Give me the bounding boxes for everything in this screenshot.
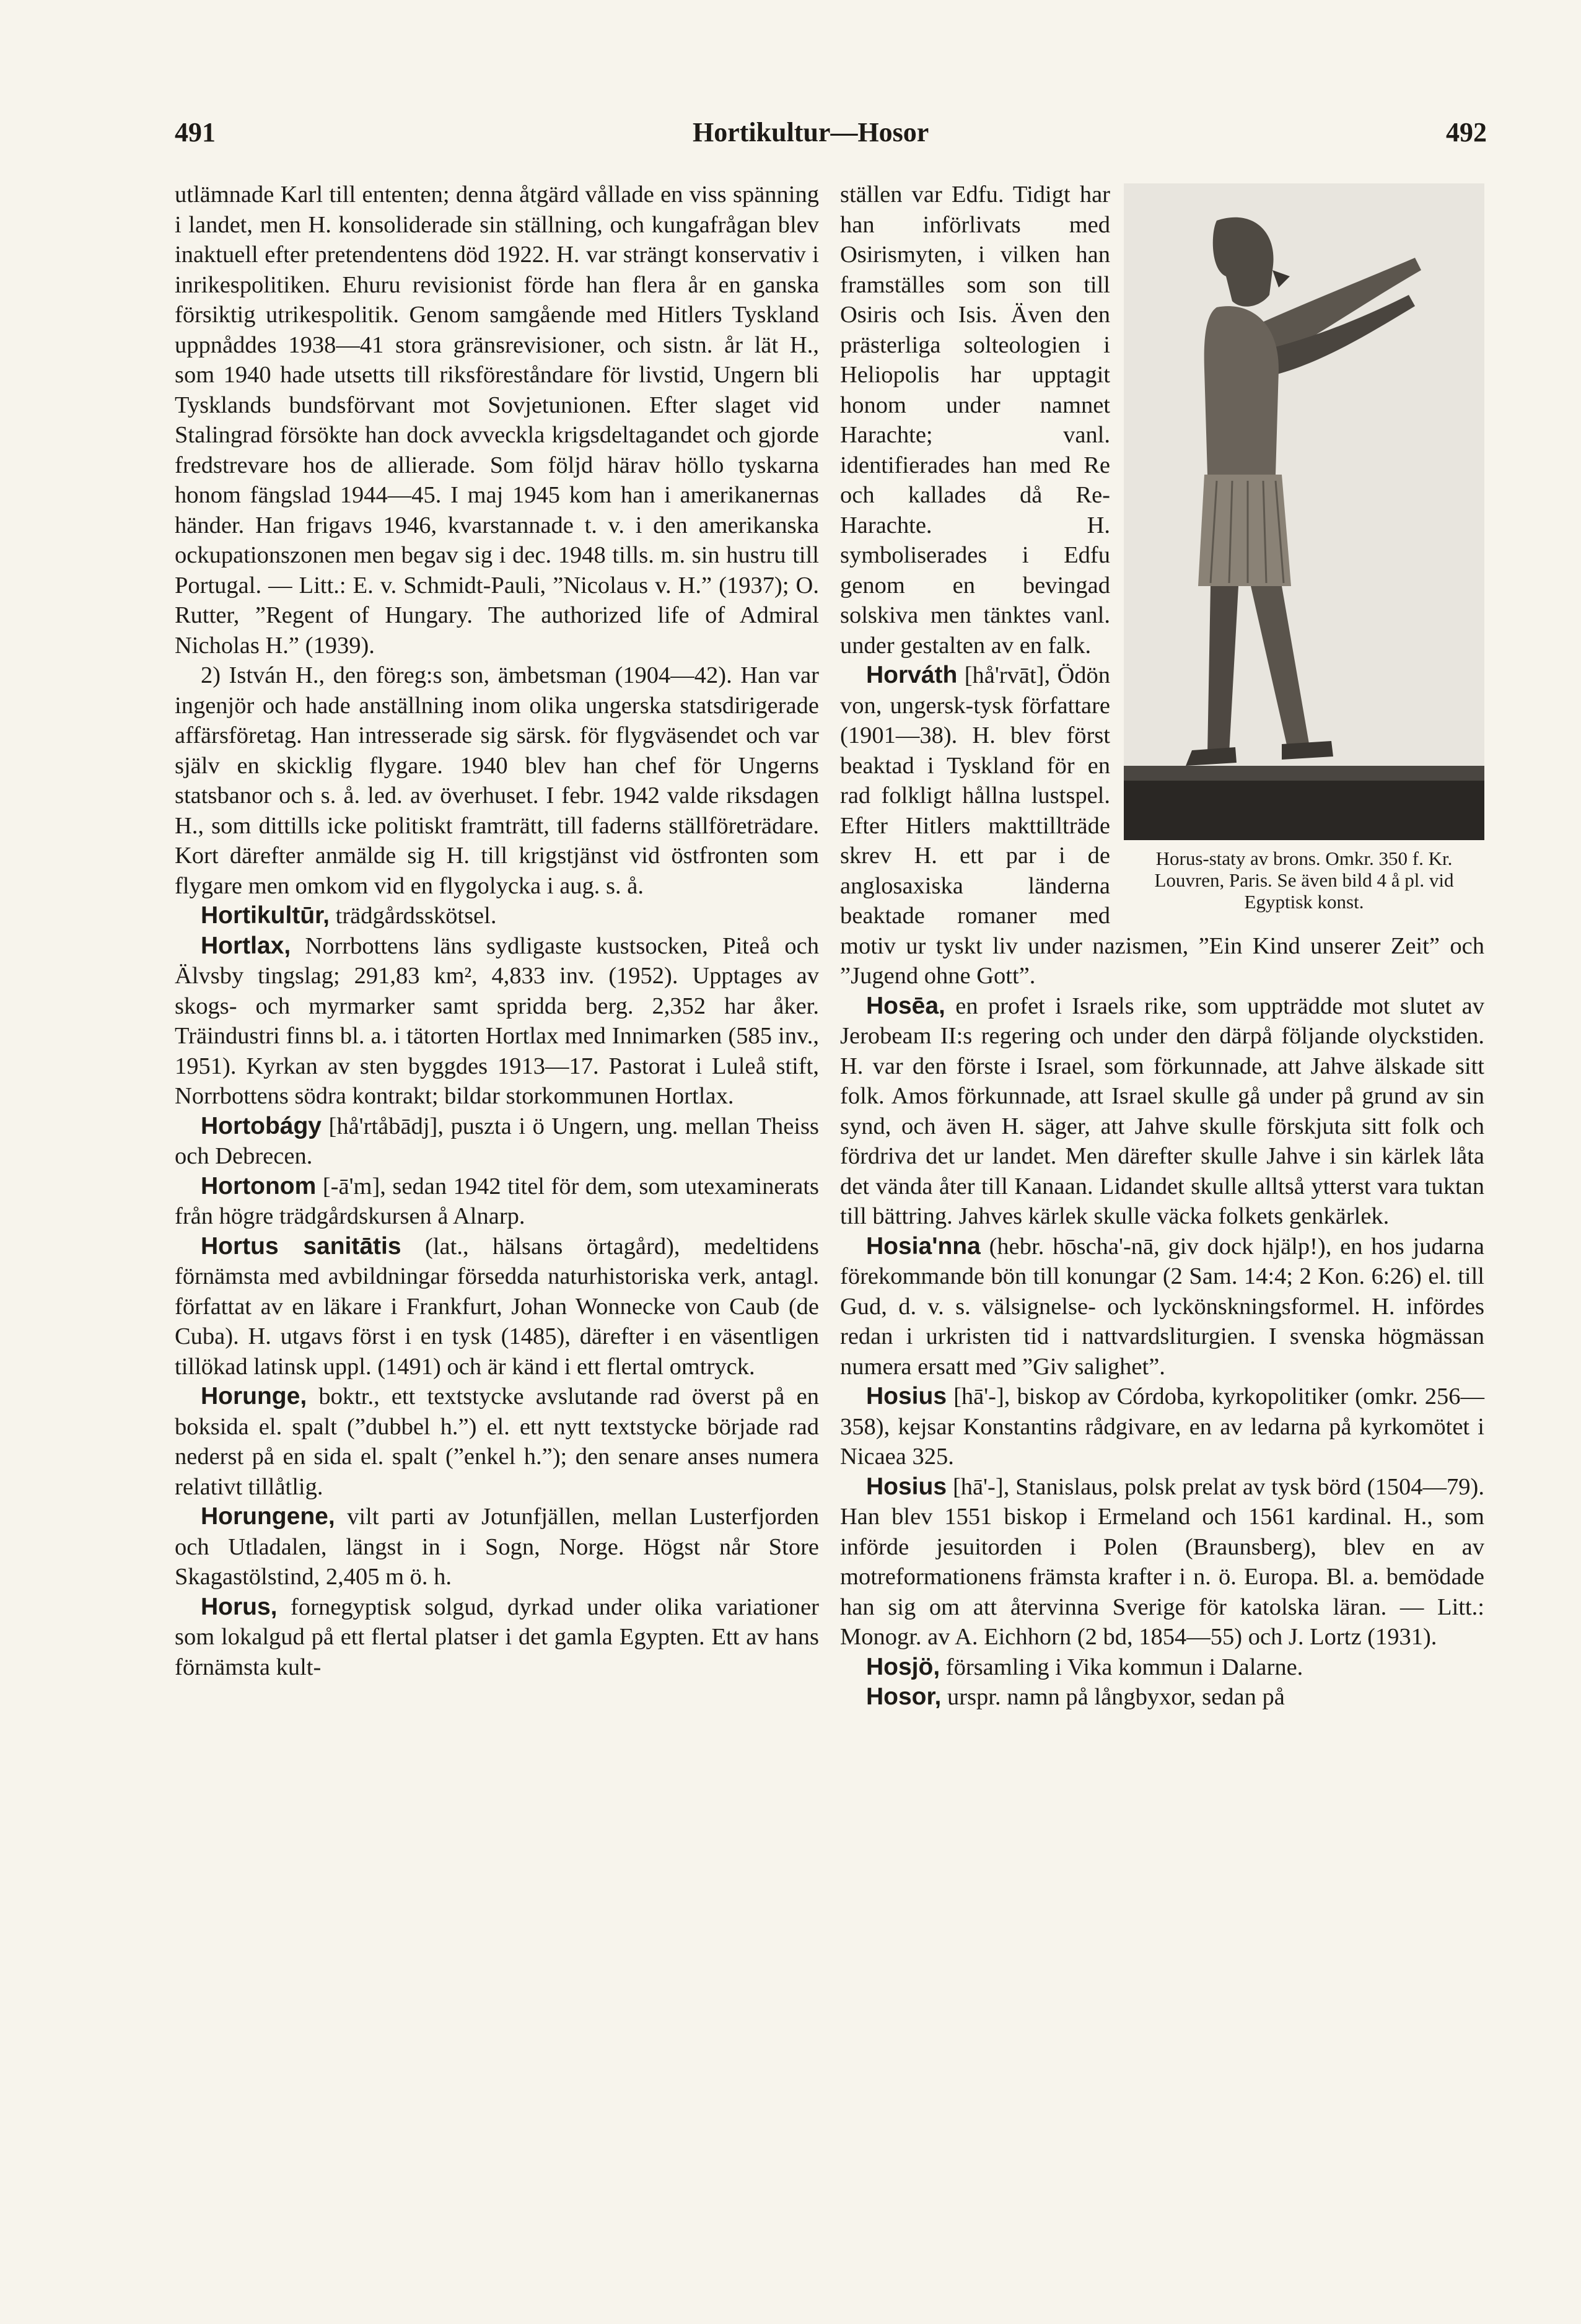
headword: Horunge, bbox=[201, 1383, 307, 1410]
paragraph: 2) István H., den föreg:s son, ämbetsman (1904—42). Han var ingenjör och hade anställning inom olika ungerska statsdirigerade affärsföretag. Han intresserade sig särsk. för flygväsendet och var själv en skicklig flygare. 1940 blev han chef för Ungerns statsbanor och s. å. led. av överhuset. I febr. 1942 valde riksdagen H., som dittills icke politiskt framträtt, till faderns ställföreträdare. Kort därefter anmälde sig H. till krigstjänst vid östfronten som flygare men omkom vid en flygolycka i aug. s. å. bbox=[175, 662, 819, 899]
figure-caption: Horus-staty av brons. Omkr. 350 f. Kr. Louvren, Paris. Se även bild 4 å pl. vid Egyptisk konst. bbox=[1154, 848, 1454, 913]
headword: Hosor, bbox=[866, 1683, 942, 1710]
headword: Hortobágy bbox=[201, 1112, 322, 1139]
headword: Hosius bbox=[866, 1473, 947, 1500]
entry: Hosia'nna (hebr. hōscha'-nā, giv dock hjälp!), en hos judarna förekommande bön till konungar (2 Sam. 14:4; 2 Kon. 6:26) el. till Gud, d. v. s. välsignelse- och lyckönskningsformel. H. infördes redan i urkristen tid i nattvardsliturgien. I svenska högmässan numera ersatt med ”Giv salighet”. bbox=[840, 1232, 1484, 1380]
headword: Horváth bbox=[866, 662, 958, 688]
headword: Horus, bbox=[201, 1593, 278, 1620]
headword: Hosia'nna bbox=[866, 1232, 981, 1260]
headword: Hosēa, bbox=[866, 992, 945, 1019]
entry: Horus, fornegyptisk solgud, dyrkad under olika variationer som lokalgud på ett flertal platser i det gamla Egypten. Ett av hans förnämsta kult- bbox=[175, 1593, 819, 1680]
entry: Horváth [hå'rvāt], Ödön von, ungersk-tysk författare (1901—38). H. blev först beaktad i Tyskland för en rad folkligt hållna lustspel. Efter Hitlers makttillträde skrev H. ett par i de anglosaxiska länderna beaktade romaner med motiv ur tyskt liv under nazismen, ”Ein Kind unserer Zeit” och ”Jugend ohne Gott”. bbox=[840, 662, 1484, 989]
left-column bbox=[175, 180, 819, 1682]
running-title: Hortikultur—Hosor bbox=[693, 117, 929, 147]
entry: Hortus sanitātis (lat., hälsans örtagård), medeltidens förnämsta med avbildningar försedda naturhistoriska verk, antagl. författat av en läkare i Frankfurt, Johan Wonnecke von Caub (de Cuba). H. utgavs först i en tysk (1485), därefter i en väsentligen tillökad latinsk uppl. (1491) och är känd i ett flertal omtryck. bbox=[175, 1232, 819, 1380]
entry: Hosor, urspr. namn på långbyxor, sedan på bbox=[866, 1683, 1285, 1710]
entry: Horunge, boktr., ett textstycke avslutande rad överst på en boksida el. spalt (”dubbel h.”) el. ett nytt textstycke började rad nederst på en sida el. spalt (”enkel h.”); den senare anses numera relativt tillåtlig. bbox=[175, 1383, 819, 1500]
entry: Hosius [hā'-], Stanislaus, polsk prelat av tysk börd (1504—79). Han blev 1551 biskop i Ermeland och 1561 kardinal. H., som införde jesuitorden i Polen (Braunsberg), blev en av motreformationens främsta krafter i n. ö. Europa. Bl. a. bemödade han sig om att återvinna Sverige för katolska läran. — Litt.: Monogr. av A. Eichhorn (2 bd, 1854—55) och J. Lortz (1931). bbox=[840, 1473, 1484, 1650]
paragraph: ställen var Edfu. Tidigt har han införlivats med Osirismyten, i vilken han framställes som son till Osiris och Isis. Även den prästerliga solteologien i Heliopolis har upptagit honom under namnet Harachte; vanl. identifierades han med Re och kallades då Re-Harachte. H. symboliserades i Edfu genom en bevingad solskiva men tänktes vanl. under gestalten av en falk. bbox=[840, 182, 1110, 659]
entry: Hosius [hā'-], biskop av Córdoba, kyrkopolitiker (omkr. 256—358), kejsar Konstantins rådgivare, en av ledarna på kyrkomötet i Nicaea 325. bbox=[840, 1383, 1484, 1470]
headword: Hortus sanitātis bbox=[201, 1232, 401, 1260]
headword: Hortikultūr, bbox=[201, 902, 330, 929]
entry: Hortonom [-ā'm], sedan 1942 titel för dem, som utexaminerats från högre trädgårdskursen å Alnarp. bbox=[175, 1172, 819, 1229]
page-number-left: 491 bbox=[175, 117, 216, 147]
headword: Hosius bbox=[866, 1383, 947, 1410]
headword: Hosjö, bbox=[866, 1653, 940, 1680]
headword: Horungene, bbox=[201, 1503, 335, 1530]
entry: Horungene, vilt parti av Jotunfjällen, mellan Lusterfjorden och Utladalen, längst in i Sogn, Norge. Högst når Store Skagastölstind, 2,405 m ö. h. bbox=[175, 1503, 819, 1590]
entry: Hosēa, en profet i Israels rike, som uppträdde mot slutet av Jerobeam II:s regering och under den därpå följande olyckstiden. H. var den förste i Israel, som förkunnade, att Jahve älskade sitt folk. Amos förkunnade, att Israel skulle gå under på grund av sin synd, och även H. säger, att Jahve skulle förskjuta sitt folk och fördriva det ur landet. Men därefter skulle Jahve i sin kärlek låta det vända åter till Kanaan. Lidandet skulle alltså ytterst vara tuktan till bättring. Jahves kärlek skulle väcka folkets genkärlek. bbox=[840, 992, 1484, 1229]
horus-statue-photo bbox=[1124, 183, 1484, 840]
paragraph: utlämnade Karl till ententen; denna åtgärd vållade en viss spänning i landet, men H. konsoliderade sin ställning, och kungafrågan blev inaktuell efter pretendentens död 1922. H. var strängt konservativ i inrikespolitiken. Ehuru revisionist förde han flera år en ganska försiktig utrikespolitik. Genom samgående med Hitlers Tyskland uppnåddes 1938—41 stora gränsrevisioner, och sistn. år lät H., som 1940 hade utsetts till riksföreståndare för livstid, Ungern bli Tysklands bundsförvant mot Sovjetunionen. Efter slaget vid Stalingrad försökte han dock avveckla krigsdeltagandet och gjorde fredstrevare hos de allierade. Som följd härav höllo tyskarna honom fängslad 1944—45. I maj 1945 kom han i amerikanernas händer. Han frigavs 1946, kvarstannade t. v. i den amerikanska ockupationszonen men begav sig i dec. 1948 tills. m. sin hustru till Portugal. — Litt.: E. v. Schmidt-Pauli, ”Nicolaus v. H.” (1937); O. Rutter, ”Regent of Hungary. The authorized life of Admiral Nicholas H.” (1939). bbox=[175, 182, 819, 659]
headword: Hortlax, bbox=[201, 932, 291, 959]
figure bbox=[1124, 183, 1484, 913]
right-column bbox=[840, 180, 1484, 1712]
entry: Hortlax, Norrbottens läns sydligaste kustsocken, Piteå och Älvsby tingslag; 291,83 km², 4,833 inv. (1952). Upptages av skogs- och myrmarker samt spridda berg. 2,352 har åker. Träindustri finns bl. a. i tätorten Hortlax med Innimarken (585 inv., 1951). Kyrkan av sten byggdes 1913—17. Pastorat i Luleå stift, Norrbottens södra kontrakt; bildar storkommunen Hortlax. bbox=[175, 932, 819, 1109]
headword: Hortonom bbox=[201, 1172, 317, 1199]
page-number-right: 492 bbox=[1446, 117, 1487, 147]
entry: Hortikultūr, trädgårdsskötsel. bbox=[201, 902, 497, 929]
entry: Hortobágy [hå'rtåbādj], puszta i ö Ungern, ung. mellan Theiss och Debrecen. bbox=[175, 1112, 819, 1169]
entry: Hosjö, församling i Vika kommun i Dalarne. bbox=[866, 1653, 1303, 1680]
